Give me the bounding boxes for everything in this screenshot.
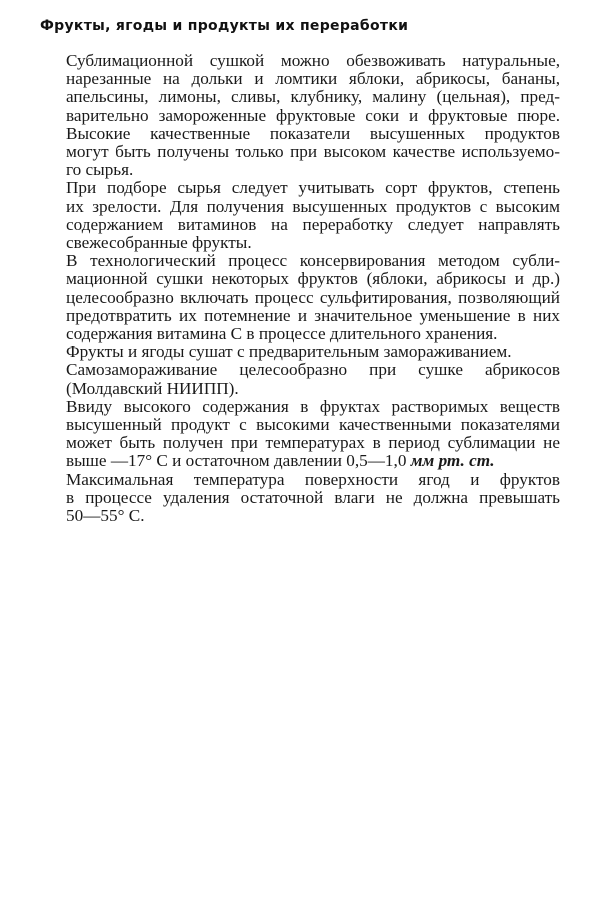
text-line: высушенный продукт с высокими качественными показателями <box>66 415 560 435</box>
text-line-segment: выше —17° С и остаточном давлении 0,5—1,0 <box>66 451 407 471</box>
text-line: свежесобранные фрукты. <box>66 233 252 253</box>
text-line: предотвратить их потемнение и значительное уменьшение в них <box>66 305 560 325</box>
section-heading: Фрукты, ягоды и продукты их переработки <box>40 18 409 34</box>
text-line: могут быть получены только при высоком качестве используемо- <box>66 142 560 162</box>
text-line: в процессе удаления остаточной влаги не должна превышать <box>66 487 560 507</box>
text-line: их зрелости. Для получения высушенных продуктов с высоким <box>66 196 560 216</box>
text-line: нарезанные на дольки и ломтики яблоки, абрикосы, бананы, <box>66 69 560 89</box>
paragraph <box>40 179 560 252</box>
paragraph <box>40 361 560 397</box>
text-line: содержанием витаминов на переработку следует направлять <box>66 214 560 234</box>
text-line <box>40 452 560 470</box>
text-line: (Молдавский НИИПП). <box>66 378 239 398</box>
paragraph <box>40 471 560 526</box>
text-line: Фрукты и ягоды сушат с предварительным замораживанием. <box>66 342 512 362</box>
text-line: Самозамораживание целесообразно при сушке абрикосов <box>66 360 560 380</box>
text-line: апельсины, лимоны, сливы, клубнику, малину (цельная), пред- <box>66 87 560 107</box>
text-line: В технологический процесс консервирования методом субли- <box>66 251 560 271</box>
paragraph <box>40 252 560 343</box>
text-line: Высокие качественные показатели высушенных продуктов <box>66 123 560 143</box>
text-line: содержания витамина С в процессе длительного хранения. <box>66 324 498 344</box>
pressure-unit: мм рт. ст. <box>410 451 495 471</box>
text-line: 50—55° С. <box>66 506 145 526</box>
paragraph <box>40 52 560 125</box>
text-line: мационной сушки некоторых фруктов (яблоки, абрикосы и др.) <box>66 269 560 289</box>
paragraph <box>40 125 560 180</box>
text-line: Максимальная температура поверхности ягод и фруктов <box>66 469 560 489</box>
text-line: Ввиду высокого содержания в фруктах растворимых веществ <box>66 396 560 416</box>
text-line: может быть получен при температурах в период сублимации не <box>66 433 560 453</box>
text-line: целесообразно включать процесс сульфитирования, позволяющий <box>66 287 560 307</box>
body-text <box>40 52 560 525</box>
text-line: варительно замороженные фруктовые соки и фруктовые пюре. <box>66 105 560 125</box>
text-line: Сублимационной сушкой можно обезвоживать натуральные, <box>66 51 560 70</box>
paragraph <box>40 343 560 361</box>
text-line: го сырья. <box>66 160 134 180</box>
paragraph <box>40 398 560 471</box>
text-line: При подборе сырья следует учитывать сорт фруктов, степень <box>66 178 560 198</box>
